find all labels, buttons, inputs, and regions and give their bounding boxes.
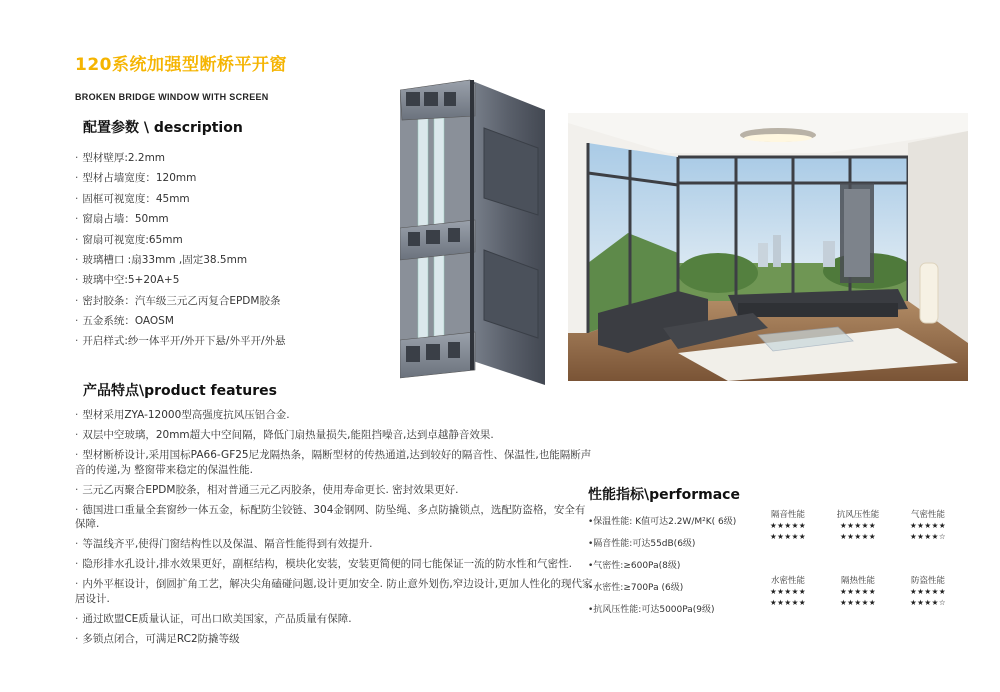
rating-cell xyxy=(898,598,958,608)
list-item: · 窗扇占墙：50mm xyxy=(75,213,169,226)
performance-table xyxy=(588,510,958,620)
description-heading: 配置参数 \ description xyxy=(83,120,243,136)
list-item: · 型材占墙宽度：120mm xyxy=(75,172,197,185)
list-item: · 三元乙丙聚合EPDM胶条，相对普通三元乙丙胶条，使用寿命更长. 密封效果更好. xyxy=(75,483,459,496)
star-rating: ★★★★☆ xyxy=(909,598,947,607)
rating-label: 隔热性能 xyxy=(840,576,875,586)
rating-cell xyxy=(898,576,958,597)
list-item: · 型材断桥设计,采用国标PA66-GF25尼龙隔热条，隔断型材的传热通道,达到较好的隔音性、保温性,也能隔断声音的传递,为 整窗带来稳定的保温性能. xyxy=(75,449,592,476)
rating-label: 隔音性能 xyxy=(770,510,805,520)
row-label: •保温性能: K值可达2.2W/M²K( 6级) xyxy=(588,517,737,527)
list-item: · 五金系统：OAOSM xyxy=(75,315,174,328)
list-item: · 开启样式:纱一体平开/外开下悬/外平开/外悬 xyxy=(75,334,286,347)
row-label: •气密性:≥600Pa(8级) xyxy=(588,561,681,571)
list-item: · 型材壁厚:2.2mm xyxy=(75,152,166,164)
window-profile-image xyxy=(400,70,550,385)
rating-cell xyxy=(758,532,818,542)
star-rating: ★★★★☆ xyxy=(909,532,947,541)
features-list xyxy=(75,408,595,652)
list-item: · 等温线齐平,使得门窗结构性以及保温、隔音性能得到有效提升. xyxy=(75,538,373,550)
table-row xyxy=(588,576,958,598)
row-label: •水密性:≥700Pa (6级) xyxy=(588,583,684,593)
star-rating: ★★★★★ xyxy=(839,587,877,596)
performance-heading: 性能指标\performace xyxy=(588,487,740,503)
table-row xyxy=(588,598,958,620)
star-rating: ★★★★★ xyxy=(839,598,877,607)
list-item: · 玻璃中空:5+20A+5 xyxy=(75,274,180,287)
page-title: 120系统加强型断桥平开窗 xyxy=(75,55,287,75)
star-rating: ★★★★★ xyxy=(839,521,877,530)
rating-cell xyxy=(758,598,818,608)
star-rating: ★★★★★ xyxy=(839,532,877,541)
table-row xyxy=(588,510,958,532)
rating-cell xyxy=(758,510,818,531)
star-rating: ★★★★★ xyxy=(909,521,947,530)
table-row xyxy=(588,532,958,554)
list-item: · 内外平框设计，倒圆扩角工艺，解决尖角磕碰问题,设计更加安全. 防止意外划伤,窄边设计,更加人性化的现代家居设计. xyxy=(75,578,593,605)
row-label: •隔音性能:可达55dB(6级) xyxy=(588,539,696,549)
room-photo xyxy=(568,113,968,381)
table-row xyxy=(588,554,958,576)
list-item: · 密封胶条：汽车级三元乙丙复合EPDM胶条 xyxy=(75,294,281,307)
list-item: · 固框可视宽度：45mm xyxy=(75,192,190,205)
star-rating: ★★★★★ xyxy=(769,587,807,596)
list-item: · 型材采用ZYA-12000型高强度抗风压铝合金. xyxy=(75,409,290,421)
rating-cell xyxy=(758,576,818,597)
rating-label: 防盗性能 xyxy=(910,576,945,586)
page-subtitle: BROKEN BRIDGE WINDOW WITH SCREEN xyxy=(75,92,269,102)
rating-cell xyxy=(828,576,888,597)
rating-cell xyxy=(828,598,888,608)
list-item: · 隐形排水孔设计,排水效果更好，副框结构，模块化安装，安装更简便的同七能保证一流的防水性和气密性. xyxy=(75,558,573,570)
rating-cell xyxy=(828,510,888,531)
list-item: · 德国进口重量全套窗纱一体五金，标配防尘铰链、304金钢网、防坠绳、多点防撬锁点，选配防盗格，安全有保障. xyxy=(75,503,586,530)
rating-cell xyxy=(898,532,958,542)
star-rating: ★★★★★ xyxy=(769,598,807,607)
star-rating: ★★★★★ xyxy=(769,521,807,530)
rating-cell xyxy=(828,532,888,542)
features-heading: 产品特点\product features xyxy=(83,383,277,399)
rating-label: 水密性能 xyxy=(770,576,805,586)
row-label: •抗风压性能:可达5000Pa(9级) xyxy=(588,605,715,615)
star-rating: ★★★★★ xyxy=(909,587,947,596)
description-list xyxy=(75,148,355,348)
rating-label: 抗风压性能 xyxy=(836,510,880,520)
list-item: · 多锁点闭合，可满足RC2防撬等级 xyxy=(75,632,240,645)
list-item: · 通过欧盟CE质量认证，可出口欧美国家，产品质量有保障. xyxy=(75,612,352,625)
list-item: · 双层中空玻璃，20mm超大中空间隔，降低门扇热量损失,能阻挡噪音,达到卓越静音效果. xyxy=(75,429,494,441)
star-rating: ★★★★★ xyxy=(769,532,807,541)
list-item: · 玻璃槽口 :扇33mm ,固定38.5mm xyxy=(75,254,248,267)
rating-cell xyxy=(898,510,958,531)
rating-label: 气密性能 xyxy=(910,510,945,520)
list-item: · 窗扇可视宽度:65mm xyxy=(75,233,183,246)
